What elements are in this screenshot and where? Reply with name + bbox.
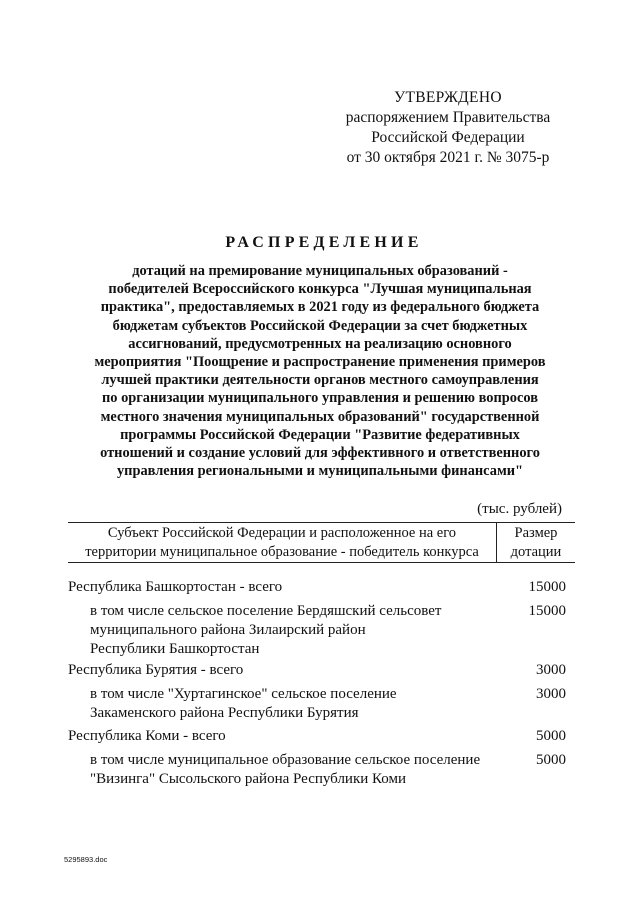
row-subject: [90, 602, 441, 659]
row-subject-line: в том числе "Хуртагинское" сельское поселение: [90, 686, 397, 702]
approval-line-2: Российской Федерации: [371, 129, 525, 146]
header-subject-line: Субъект Российской Федерации и расположенное на его: [107, 525, 457, 541]
row-amount: 5000: [536, 728, 566, 744]
subtitle-line: отношений и создание условий для эффективного и ответственного: [100, 445, 540, 462]
table-header-amount: [498, 524, 574, 561]
row-amount: 5000: [536, 752, 566, 768]
row-subject: [68, 578, 282, 597]
table-header-subject: [70, 524, 494, 561]
subtitle-line: управления региональными и муниципальными финансами": [116, 463, 524, 480]
row-subject-line: муниципального района Зилаирский район: [90, 622, 366, 638]
subtitle-line: дотаций на премирование муниципальных образований -: [132, 263, 508, 279]
header-amount-line: дотации: [510, 543, 562, 560]
row-subject-line: в том числе муниципальное образование сельское поселение: [90, 752, 481, 768]
subtitle-line: практика", предоставляемых в 2021 году из федерального бюджета: [100, 299, 540, 316]
row-subject: [68, 727, 226, 746]
subtitle-line: бюджетам субъектов Российской Федерации за счет бюджетных: [112, 317, 528, 334]
table-top-rule: [68, 522, 575, 523]
subtitle-line: программы Российской Федерации "Развитие федеративных: [120, 426, 520, 443]
table-header-rule: [68, 562, 575, 563]
subtitle-line: ассигнований, предусмотренных на реализацию основного: [128, 335, 512, 352]
subtitle-line: мероприятия "Поощрение и распространение применения примеров: [94, 354, 546, 371]
approval-stamp: [318, 88, 578, 168]
subtitle-line: лучшей практики деятельности органов местного самоуправления: [101, 372, 539, 389]
row-amount: 3000: [536, 686, 566, 702]
subtitle-line: местного значения муниципальных образований" государственной: [100, 408, 540, 425]
row-subject-line: Республика Бурятия - всего: [68, 662, 244, 678]
row-subject: [90, 751, 480, 789]
document-subtitle: [70, 262, 570, 480]
approval-line-3: от 30 октября 2021 г. № 3075-р: [346, 149, 550, 166]
subtitle-line: по организации муниципального управления и решению вопросов: [101, 390, 538, 407]
document-title: РАСПРЕДЕЛЕНИЕ: [225, 234, 423, 251]
approval-line-1: распоряжением Правительства: [345, 109, 551, 126]
unit-label: (тыс. рублей): [477, 501, 562, 517]
row-subject-line: в том числе сельское поселение Бердяшский сельсовет: [90, 603, 442, 619]
row-subject: [68, 661, 243, 680]
row-subject-line: Закаменского района Республики Бурятия: [90, 705, 359, 721]
header-amount-line: Размер: [514, 525, 558, 541]
subtitle-line: победителей Всероссийского конкурса "Лучшая муниципальная: [108, 281, 532, 298]
row-subject-line: "Визинга" Сысольского района Республики Коми: [90, 771, 407, 787]
row-subject-line: Республики Башкортостан: [90, 641, 260, 657]
document-file-id: 5295893.doc: [64, 855, 108, 864]
row-subject-line: Республика Коми - всего: [68, 728, 226, 744]
row-subject-line: Республика Башкортостан - всего: [68, 579, 283, 595]
row-amount: 3000: [536, 662, 566, 678]
row-subject: [90, 685, 397, 723]
table-column-separator: [496, 523, 497, 562]
approval-heading: УТВЕРЖДЕНО: [394, 89, 502, 106]
row-amount: 15000: [528, 579, 566, 595]
row-amount: 15000: [528, 603, 566, 619]
header-subject-line: территории муниципальное образование - победитель конкурса: [85, 543, 479, 560]
